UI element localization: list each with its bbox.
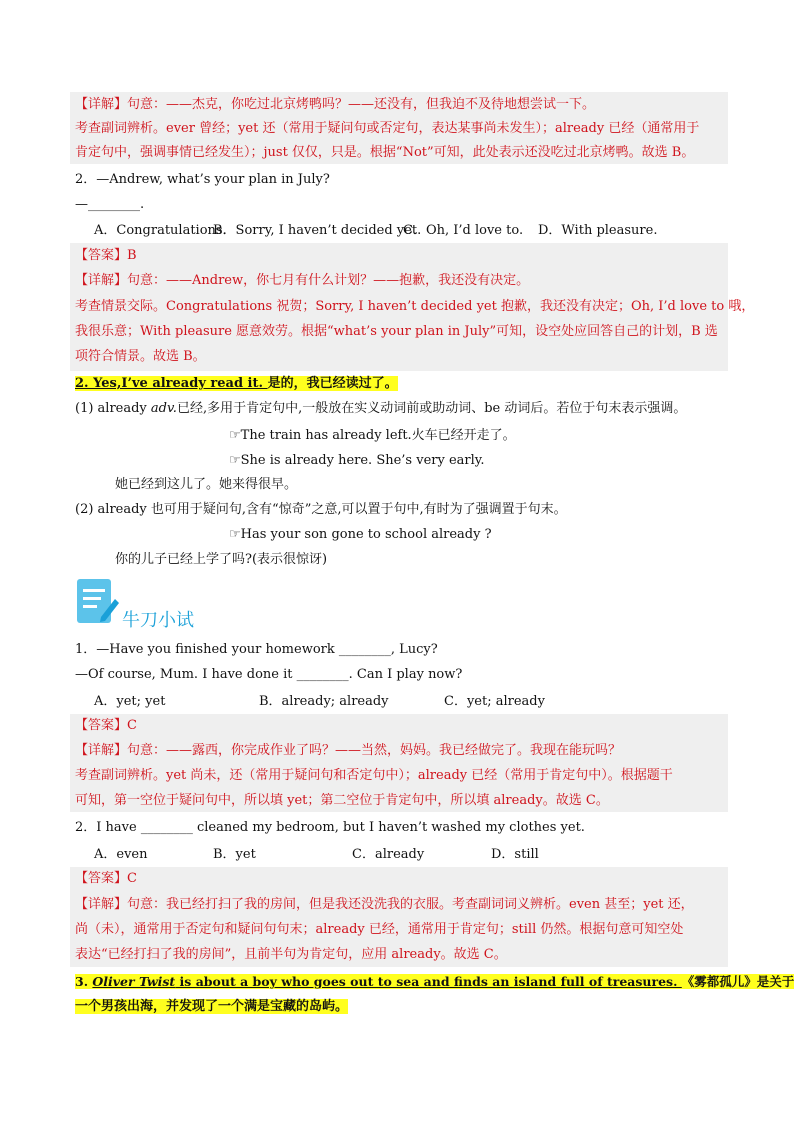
answer-blank: —________. <box>75 197 145 212</box>
section-title: 牛刀小试 <box>122 610 194 631</box>
answer-label: 【答案】B <box>75 248 137 263</box>
explanation-line: 【详解】句意：——露西，你完成作业了吗？——当然，妈妈。我已经做完了。我现在能玩吗？ <box>75 743 622 758</box>
example-translation: 你的儿子已经上学了吗?(表示很惊讶) <box>115 552 328 567</box>
question-stem: —Of course, Mum. I have done it ________. Can I play now? <box>75 667 463 682</box>
rule-text: 已经,多用于肯定句中,一般放在实义动词前或助动词、be 动词后。若位于句末表示强调。 <box>176 401 687 416</box>
point-heading-cn: 是的，我已经读过了。 <box>267 376 398 391</box>
option-c: C．already <box>352 847 425 862</box>
explanation-line: 表达“已经打扫了我的房间”，且前半句为肯定句，应用 already。故选 C。 <box>75 947 507 962</box>
grammar-rule: (2) already 也可用于疑问句,含有“惊奇”之意,可以置于句中,有时为了强调置于句末。 <box>75 502 567 517</box>
explanation-line: 肯定句中，强调事情已经发生）；just 仅仅，只是。根据“Not”可知，此处表示还没吃过北京烤鸭。故选 B。 <box>75 145 695 160</box>
point-heading <box>75 374 728 396</box>
option-b: B．Sorry, I haven’t decided yet. <box>213 223 422 238</box>
example-sentence: ☞Has your son gone to school already ? <box>229 527 492 542</box>
point-heading-num: 3. <box>75 974 93 989</box>
explanation-line: 【详解】句意：——Andrew，你七月有什么计划？——抱歉，我还没有决定。 <box>75 273 530 288</box>
point-heading-cn: 《雾都孤儿》是关于 <box>681 974 795 989</box>
explanation-line: 【详解】句意：我已经打扫了我的房间，但是我还没洗我的衣服。考查副词词义辨析。even 甚至；yet 还， <box>75 897 694 912</box>
explanation-line: 【详解】句意：——杰克，你吃过北京烤鸭吗？——还没有，但我迫不及待地想尝试一下。 <box>75 97 596 112</box>
point-heading-en: 2. Yes,I’ve already read it. <box>75 376 268 391</box>
option-d: D．With pleasure. <box>538 223 658 238</box>
explanation-line: 尚（未），通常用于否定句和疑问句句末；already 已经，通常用于肯定句；still 仍然。根据句意可知空处 <box>75 922 684 937</box>
question-stem: 2．I have ________ cleaned my bedroom, but I haven’t washed my clothes yet. <box>75 820 585 835</box>
point-heading-cn: 一个男孩出海，并发现了一个满是宝藏的岛屿。 <box>75 999 349 1014</box>
example-sentence: ☞She is already here. She’s very early. <box>229 453 485 468</box>
option-a: A．yet; yet <box>94 694 166 709</box>
point-heading-en: is about a boy who goes out to sea and finds an island full of treasures. <box>175 974 682 989</box>
answer-label: 【答案】C <box>75 718 137 733</box>
option-d: D．still <box>491 847 539 862</box>
question-stem: 2．—Andrew, what’s your plan in July? <box>75 172 330 187</box>
explanation-line: 项符合情景。故选 B。 <box>75 349 206 364</box>
option-b: B．already; already <box>259 694 389 709</box>
example-translation: 她已经到这儿了。她来得很早。 <box>115 477 298 492</box>
grammar-rule <box>75 399 728 421</box>
question-stem: 1．—Have you finished your homework ________, Lucy? <box>75 642 438 657</box>
option-a: A．even <box>94 847 148 862</box>
point-heading <box>75 972 795 994</box>
book-title: Oliver Twist <box>92 974 176 989</box>
answer-label: 【答案】C <box>75 871 137 886</box>
option-a: A．Congratulations. <box>94 223 227 238</box>
option-b: B．yet <box>213 847 256 862</box>
explanation-line: 考查副词辨析。ever 曾经；yet 还（常用于疑问句或否定句，表达某事尚未发生）；already 已经（通常用于 <box>75 121 700 136</box>
explanation-line: 考查副词辨析。yet 尚未，还（常用于疑问句和否定句中）；already 已经（常用于肯定句中）。根据题干 <box>75 768 673 783</box>
example-sentence: ☞The train has already left.火车已经开走了。 <box>229 428 516 443</box>
explanation-line: 可知，第一空位于疑问句中，所以填 yet；第二空位于肯定句中，所以填 already。故选 C。 <box>75 793 609 808</box>
option-c: C．yet; already <box>444 694 545 709</box>
explanation-line: 我很乐意；With pleasure 愿意效劳。根据“what’s your plan in July”可知，设空处应回答自己的计划，B 选 <box>75 324 718 339</box>
point-heading <box>75 997 728 1019</box>
rule-text: (1) already <box>75 401 151 416</box>
explanation-line: 考查情景交际。Congratulations 祝贺；Sorry, I haven’t decided yet 抱歉，我还没有决定；Oh, I’d love to 哦， <box>75 299 755 314</box>
rule-pos: adv. <box>150 401 177 416</box>
notepad-icon <box>75 577 119 625</box>
option-c: C．Oh, I’d love to. <box>403 223 524 238</box>
